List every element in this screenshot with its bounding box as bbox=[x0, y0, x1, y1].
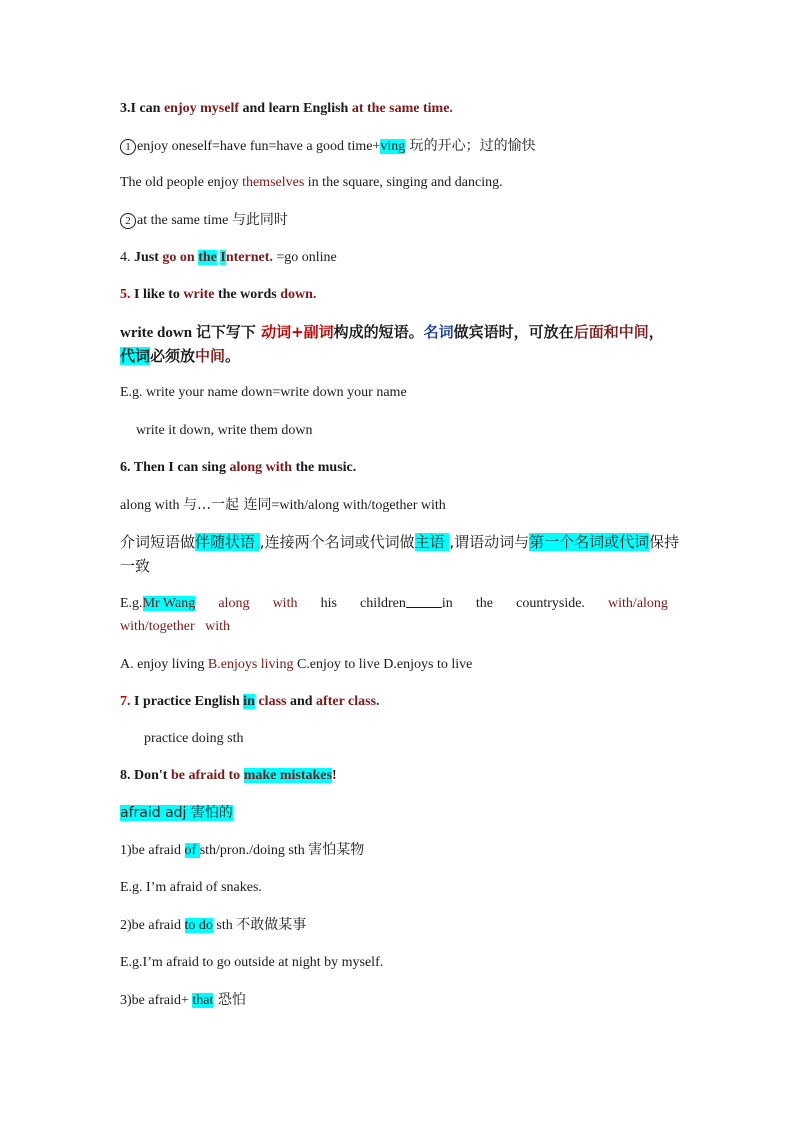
chinese-text: 。 bbox=[225, 347, 241, 365]
usage-afraid-of bbox=[120, 840, 680, 861]
chinese-text: ,连接两个名词或代词做 bbox=[259, 533, 415, 551]
example-mr-wang-cont bbox=[120, 617, 680, 637]
option-a: A. enjoy living bbox=[120, 657, 208, 672]
highlight: the bbox=[198, 250, 217, 265]
text: E.g. bbox=[120, 596, 143, 611]
text: at the same time bbox=[137, 213, 232, 228]
text: The old people enjoy bbox=[120, 175, 243, 190]
text: E.g.I’m afraid to go outside at night by myself. bbox=[120, 955, 384, 970]
key-word: down. bbox=[280, 287, 317, 302]
key-word: with bbox=[205, 619, 231, 634]
text: in bbox=[441, 596, 453, 611]
chinese-text: 玩的开心；过的愉快 bbox=[405, 138, 536, 154]
key-word: with bbox=[272, 596, 298, 611]
key-word: themselves bbox=[242, 175, 305, 190]
text: sth/pron./doing sth bbox=[199, 843, 309, 858]
chinese-text: 与此同时 bbox=[231, 212, 288, 228]
note-at-the-same-time bbox=[120, 210, 680, 231]
text: 2)be afraid bbox=[120, 918, 185, 933]
text: 1)be afraid bbox=[120, 843, 185, 858]
chinese-text: 不敢做某事 bbox=[236, 917, 307, 933]
key-phrase: 后面和中间 bbox=[573, 323, 649, 341]
key-phrase: go on bbox=[162, 250, 199, 265]
example-write-your-name bbox=[120, 383, 680, 403]
chinese-text: ， bbox=[648, 323, 664, 341]
key-phrase: nternet. bbox=[225, 250, 273, 265]
text: children bbox=[360, 596, 406, 611]
highlight: 第一个名词或代词 bbox=[529, 533, 650, 551]
chinese-text: 恐怕 bbox=[213, 992, 246, 1008]
text: write down bbox=[120, 325, 196, 341]
answer-options bbox=[120, 655, 680, 675]
highlight: I bbox=[220, 250, 226, 265]
text: enjoy oneself=have fun=have a good time+ bbox=[137, 139, 381, 154]
item-8-heading bbox=[120, 766, 680, 786]
highlight: 代词 bbox=[120, 347, 151, 365]
key-word: class bbox=[254, 694, 287, 709]
key-phrase: along with bbox=[229, 460, 293, 475]
key-word: to bbox=[228, 768, 244, 783]
highlight: of bbox=[184, 843, 200, 858]
note-practice-doing bbox=[144, 729, 704, 749]
text: in the square, singing and dancing. bbox=[304, 175, 503, 190]
key-phrase: at the same time. bbox=[351, 101, 453, 116]
chinese-text: 与…一起 连同 bbox=[183, 497, 272, 513]
note-grammar-rule bbox=[120, 530, 680, 578]
example-write-it-down bbox=[136, 421, 696, 441]
text: practice doing sth bbox=[144, 731, 244, 746]
text: 8. Don't bbox=[120, 768, 171, 783]
item-6-heading bbox=[120, 458, 680, 478]
key-word: along bbox=[218, 596, 250, 611]
item-number: 3. bbox=[120, 101, 131, 116]
highlight: ving bbox=[380, 139, 406, 154]
example-old-people bbox=[120, 173, 680, 193]
usage-afraid-to-do bbox=[120, 915, 680, 936]
key-word: with/together bbox=[120, 619, 195, 634]
text: countryside. bbox=[516, 596, 585, 611]
key-word: write bbox=[183, 287, 215, 302]
text: write it down, write them down bbox=[136, 423, 313, 438]
item-number: 5. bbox=[120, 287, 134, 302]
highlight: Mr Wang bbox=[142, 596, 196, 611]
circled-number: 1 bbox=[120, 139, 136, 155]
key-phrase: be afraid bbox=[170, 768, 229, 783]
text: I practice English bbox=[134, 694, 244, 709]
key-word: 中间 bbox=[195, 347, 226, 365]
text: and learn English bbox=[239, 101, 352, 116]
note-enjoy-oneself bbox=[120, 136, 680, 157]
text: the words bbox=[214, 287, 281, 302]
item-3-heading bbox=[120, 99, 680, 119]
chinese-text: 保持一致 bbox=[120, 533, 680, 575]
chinese-text: ,谓语动词与 bbox=[449, 533, 530, 551]
circled-number: 2 bbox=[120, 213, 136, 229]
example-go-outside bbox=[120, 953, 680, 973]
item-5-heading bbox=[120, 285, 680, 305]
example-mr-wang bbox=[120, 594, 680, 614]
chinese-text: 介词短语做 bbox=[120, 533, 196, 551]
usage-afraid-that bbox=[120, 990, 680, 1011]
option-c-d: C.enjoy to live D.enjoys to live bbox=[293, 657, 473, 672]
highlight: that bbox=[192, 993, 214, 1008]
note-write-down bbox=[120, 321, 676, 369]
highlight: 伴随状语 bbox=[195, 533, 260, 551]
chinese-text: 构成的短语。 bbox=[333, 323, 424, 341]
chinese-text: 害怕某物 bbox=[308, 842, 365, 858]
highlight: to do bbox=[184, 918, 213, 933]
option-b: B.enjoys living bbox=[207, 657, 294, 672]
text: =go online bbox=[272, 250, 337, 265]
text: I can bbox=[130, 101, 164, 116]
item-4-heading bbox=[120, 248, 680, 268]
text: sth bbox=[212, 918, 237, 933]
example-line-1 bbox=[120, 594, 668, 614]
fill-in-blank bbox=[406, 595, 442, 608]
text: along with bbox=[120, 498, 183, 513]
highlight: 主语 bbox=[414, 533, 450, 551]
item-number: 7. bbox=[120, 694, 134, 709]
note-along-with bbox=[120, 495, 680, 516]
example-snakes bbox=[120, 878, 680, 898]
key-word: 名词 bbox=[423, 323, 454, 341]
chinese-text: 记下写下 bbox=[195, 323, 262, 341]
chinese-text: 做宾语时，可放在 bbox=[453, 323, 574, 341]
chinese-text: 必须放 bbox=[150, 347, 196, 365]
item-7-heading bbox=[120, 692, 680, 712]
text: Just bbox=[134, 250, 163, 265]
key-word: with/along bbox=[608, 596, 668, 611]
text: E.g. write your name down=write down your name bbox=[120, 385, 407, 400]
item-number: 4. bbox=[120, 250, 134, 265]
text: I like to bbox=[134, 287, 184, 302]
highlight: in bbox=[243, 694, 255, 709]
text: and bbox=[286, 694, 317, 709]
text: ! bbox=[331, 768, 337, 783]
text: the music. bbox=[292, 460, 357, 475]
key-phrase: 动词+副词 bbox=[261, 323, 334, 341]
text: E.g. I’m afraid of snakes. bbox=[120, 880, 262, 895]
text: his bbox=[320, 596, 337, 611]
highlight: make mistakes bbox=[243, 768, 332, 783]
text: 6. Then I can sing bbox=[120, 460, 230, 475]
highlight: afraid adj 害怕的 bbox=[120, 805, 233, 821]
text: 3)be afraid+ bbox=[120, 993, 193, 1008]
key-phrase: after class. bbox=[316, 694, 380, 709]
text: the bbox=[475, 596, 493, 611]
note-afraid-adj bbox=[120, 803, 680, 824]
key-phrase: enjoy myself bbox=[163, 101, 239, 116]
text: =with/along with/together with bbox=[271, 498, 446, 513]
